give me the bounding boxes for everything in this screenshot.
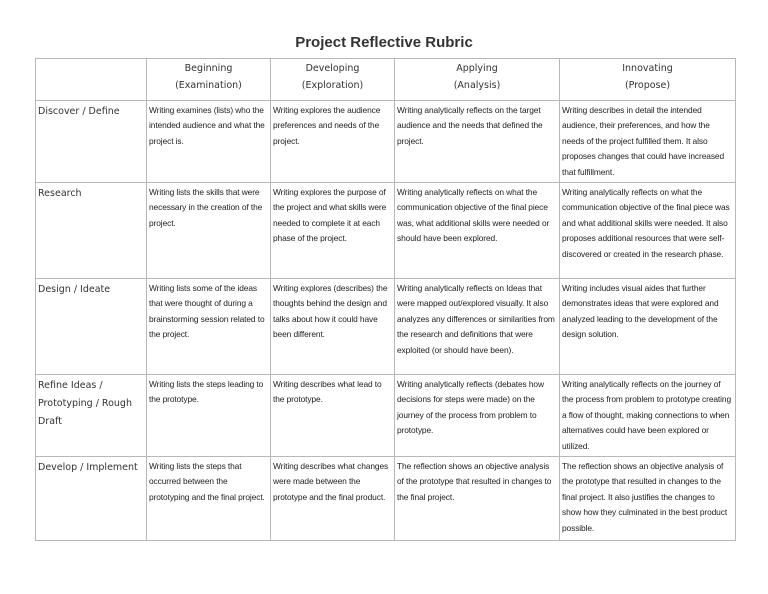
rubric-cell: Writing analytically reflects on what the communication objective of the final piece was, what additional skills were needed or should have been explored. — [395, 183, 560, 279]
table-row — [36, 183, 736, 279]
row-label: Refine Ideas / Prototyping / Rough Draft — [36, 375, 147, 457]
column-header-sub: (Propose) — [624, 80, 671, 91]
rubric-cell: Writing lists the steps that occurred between the prototyping and the final project. — [147, 457, 271, 541]
rubric-table — [35, 58, 736, 541]
document-title: Project Reflective Rubric — [295, 34, 473, 51]
row-label: Develop / Implement — [36, 457, 147, 541]
column-header-developing — [271, 59, 395, 101]
rubric-cell: Writing examines (lists) who the intended audience and what the project is. — [147, 101, 271, 183]
column-header-sub: (Exploration) — [301, 80, 364, 91]
rubric-cell: The reflection shows an objective analysis of the prototype that resulted in changes to the final project. — [395, 457, 560, 541]
rubric-cell: Writing analytically reflects (debates how decisions for steps were made) on the journey of the process from problem to prototype. — [395, 375, 560, 457]
table-row — [36, 457, 736, 541]
rubric-cell: Writing explores the purpose of the project and what skills were needed to complete it at each phase of the project. — [271, 183, 395, 279]
rubric-cell: Writing analytically reflects on the target audience and the needs that defined the project. — [395, 101, 560, 183]
column-header-beginning — [147, 59, 271, 101]
rubric-cell: Writing describes what changes were made between the prototype and the final product. — [271, 457, 395, 541]
column-header-applying — [395, 59, 560, 101]
row-label: Research — [36, 183, 147, 279]
column-header-name: Beginning — [184, 63, 233, 74]
header-row — [36, 59, 736, 101]
column-header-name: Innovating — [622, 63, 673, 74]
rubric-cell: Writing describes in detail the intended audience, their preferences, and how the needs of the project fulfilled them. It also proposes changes that could have increased that fulfillment. — [560, 101, 736, 183]
row-label: Design / Ideate — [36, 279, 147, 375]
rubric-cell: Writing includes visual aides that further demonstrates ideas that were explored and analyzed leading to the development of the design solution. — [560, 279, 736, 375]
rubric-cell: The reflection shows an objective analysis of the prototype that resulted in changes to the final project. It also justifies the changes to show how they culminated in the best product possible. — [560, 457, 736, 541]
table-row — [36, 101, 736, 183]
column-header-name: Applying — [456, 63, 498, 74]
rubric-cell: Writing analytically reflects on the journey of the process from problem to prototype creating a flow of thought, making connections to when alternatives could have been explored or utilized. — [560, 375, 736, 457]
column-header-sub: (Examination) — [175, 80, 242, 91]
table-row — [36, 279, 736, 375]
rubric-cell: Writing lists some of the ideas that were thought of during a brainstorming session related to the project. — [147, 279, 271, 375]
column-header-innovating — [560, 59, 736, 101]
rubric-cell: Writing lists the steps leading to the prototype. — [147, 375, 271, 457]
rubric-cell: Writing analytically reflects on Ideas that were mapped out/explored visually. It also analyzes any differences or similarities from the research and definitions that were exploited (or should have been). — [395, 279, 560, 375]
rubric-cell: Writing describes what lead to the prototype. — [271, 375, 395, 457]
rubric-cell: Writing explores the audience preferences and needs of the project. — [271, 101, 395, 183]
rubric-cell: Writing explores (describes) the thoughts behind the design and talks about how it could have been different. — [271, 279, 395, 375]
corner-cell — [36, 59, 147, 101]
rubric-cell: Writing analytically reflects on what the communication objective of the final piece was and what additional skills were needed. It also proposes additional resources that were self-discovered or created in the research phase. — [560, 183, 736, 279]
row-label: Discover / Define — [36, 101, 147, 183]
column-header-name: Developing — [305, 63, 360, 74]
table-row — [36, 375, 736, 457]
rubric-cell: Writing lists the skills that were necessary in the creation of the project. — [147, 183, 271, 279]
column-header-sub: (Analysis) — [453, 80, 501, 91]
